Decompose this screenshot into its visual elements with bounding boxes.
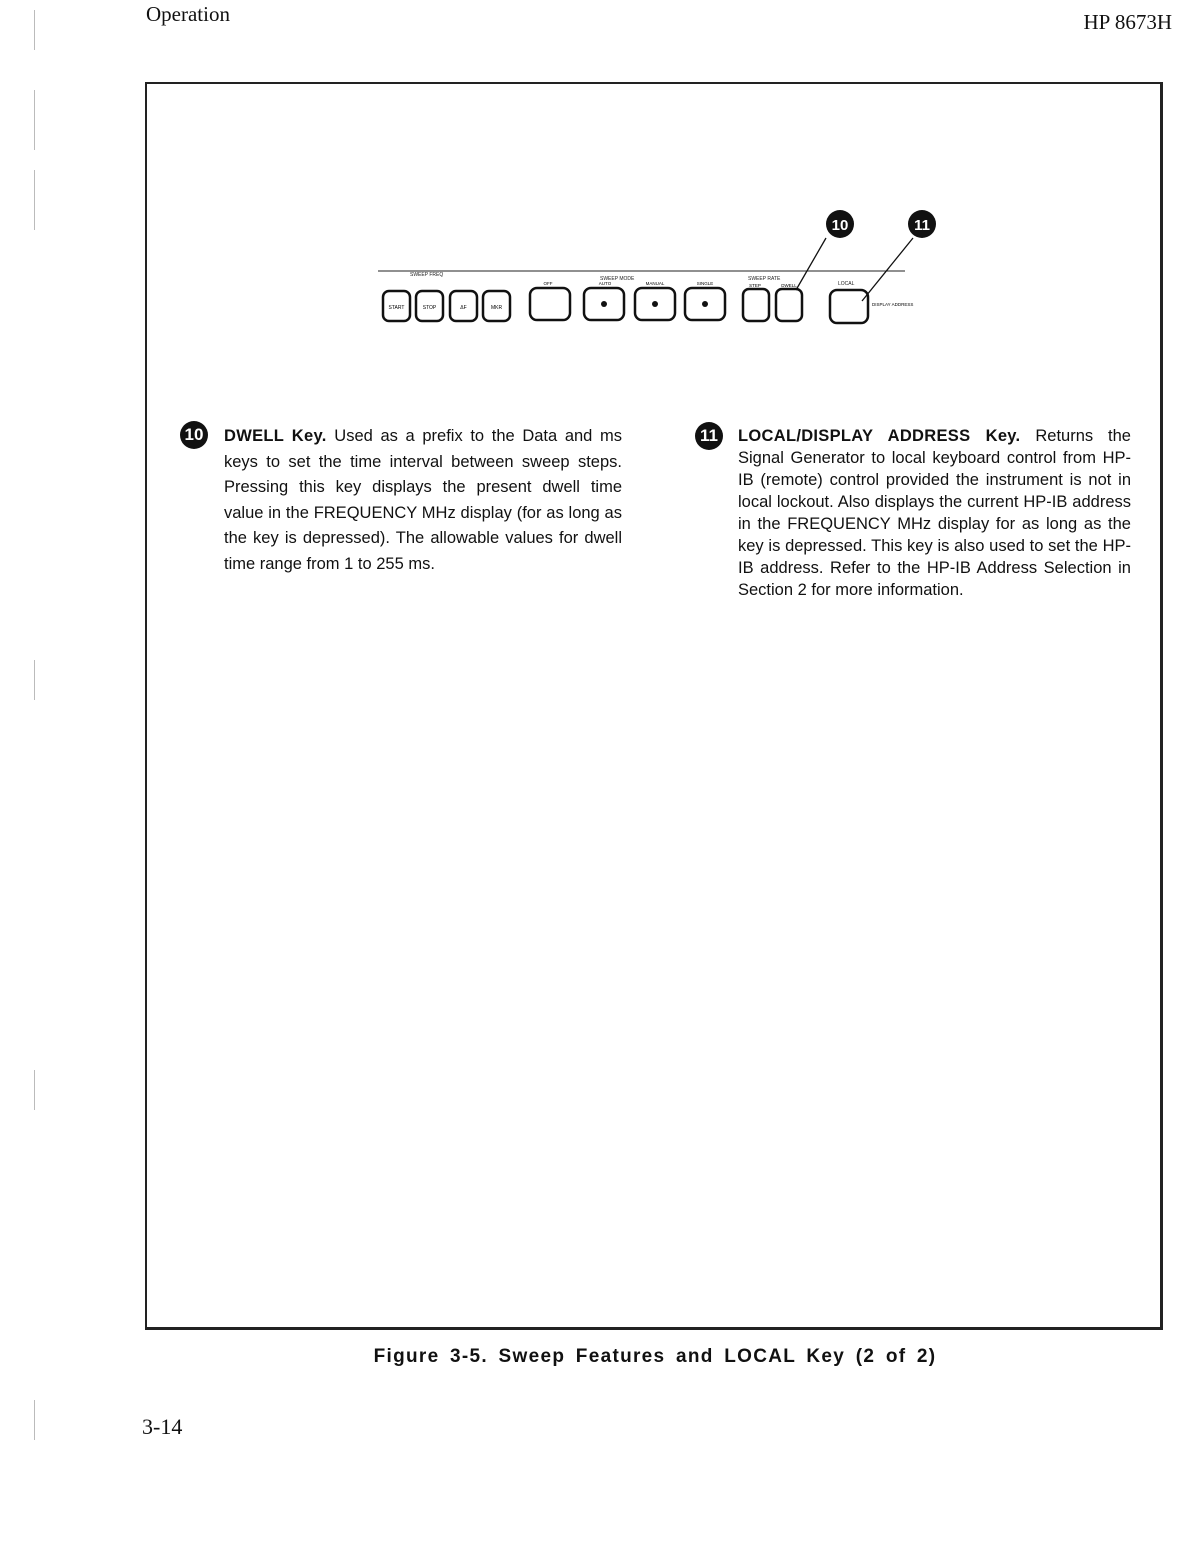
description-11-badge: 11 <box>695 422 723 450</box>
mode-label-off: OFF <box>543 281 553 286</box>
manual-led-icon <box>652 301 658 307</box>
dwell-key-text: Used as a prefix to the Data and ms keys to set the time interval between sweep steps. Pressing this key displays the present dwell time value in the FREQUENCY MHz display (for as long as the key is depressed). The allowable values for dwell time range from 1 to 255 ms. <box>224 427 623 573</box>
scan-margin-mark <box>34 660 35 700</box>
scan-margin-mark <box>34 1400 35 1440</box>
group-label-sweep-rate: SWEEP RATE <box>748 276 781 282</box>
callout-11-badge <box>908 210 936 238</box>
auto-key <box>584 288 624 320</box>
auto-led-icon <box>601 301 607 307</box>
callout-10-badge <box>826 210 854 238</box>
single-led-icon <box>702 301 708 307</box>
manual-key <box>635 288 675 320</box>
section-header: Operation <box>146 2 230 26</box>
mode-label-manual: MANUAL <box>645 281 665 286</box>
svg-text:10: 10 <box>831 217 849 234</box>
svg-text:STOP: STOP <box>422 305 437 311</box>
local-key-description <box>738 425 1131 601</box>
rate-label-step: STEP <box>749 283 761 288</box>
figure-caption: Figure 3-5. Sweep Features and LOCAL Key (2 of 2) <box>373 1346 937 1367</box>
off-key <box>530 288 570 320</box>
dwell-key <box>776 289 802 321</box>
scan-margin-mark <box>34 10 35 50</box>
mode-label-auto: AUTO <box>598 281 612 286</box>
rate-label-dwell: DWELL <box>781 283 797 288</box>
svg-text:START: START <box>388 305 405 311</box>
svg-text:MKR: MKR <box>490 305 503 311</box>
local-key <box>830 290 868 323</box>
start-key <box>383 291 410 321</box>
local-key-title: LOCAL/DISPLAY ADDRESS Key. <box>738 427 1021 445</box>
dwell-key-title: DWELL Key. <box>224 427 327 445</box>
group-label-local: LOCAL <box>838 281 855 287</box>
callout-10-leader <box>796 238 826 290</box>
model-header: HP 8673H <box>1083 10 1172 34</box>
local-key-sublabel: DISPLAY ADDRESS <box>872 302 914 307</box>
single-key <box>685 288 725 320</box>
description-10-badge: 10 <box>180 421 208 449</box>
mkr-key <box>483 291 510 321</box>
delta-f-key <box>450 291 477 321</box>
scan-margin-mark <box>34 1070 35 1110</box>
scan-margin-mark <box>34 90 35 150</box>
step-key <box>743 289 769 321</box>
svg-text:11: 11 <box>914 217 930 234</box>
svg-text:ΔF: ΔF <box>460 305 467 311</box>
local-key-text: Returns the Signal Generator to local keyboard control from HP-IB (remote) control provided the instrument is not in local lockout. Also displays the current HP-IB address in the FREQUENCY MHz display for as long as the key is depressed. This key is also used to set the HP-IB address. Refer to the HP-IB Address Selection in Section 2 for more information. <box>738 427 1131 599</box>
stop-key <box>416 291 443 321</box>
dwell-key-description <box>224 424 622 577</box>
callout-11-leader <box>862 238 913 301</box>
group-label-sweep-freq: SWEEP FREQ <box>410 272 444 278</box>
group-label-sweep-mode: SWEEP MODE <box>600 276 635 282</box>
mode-label-single: SINGLE <box>696 281 714 286</box>
scan-margin-mark <box>34 170 35 230</box>
page-number: 3-14 <box>142 1414 183 1439</box>
